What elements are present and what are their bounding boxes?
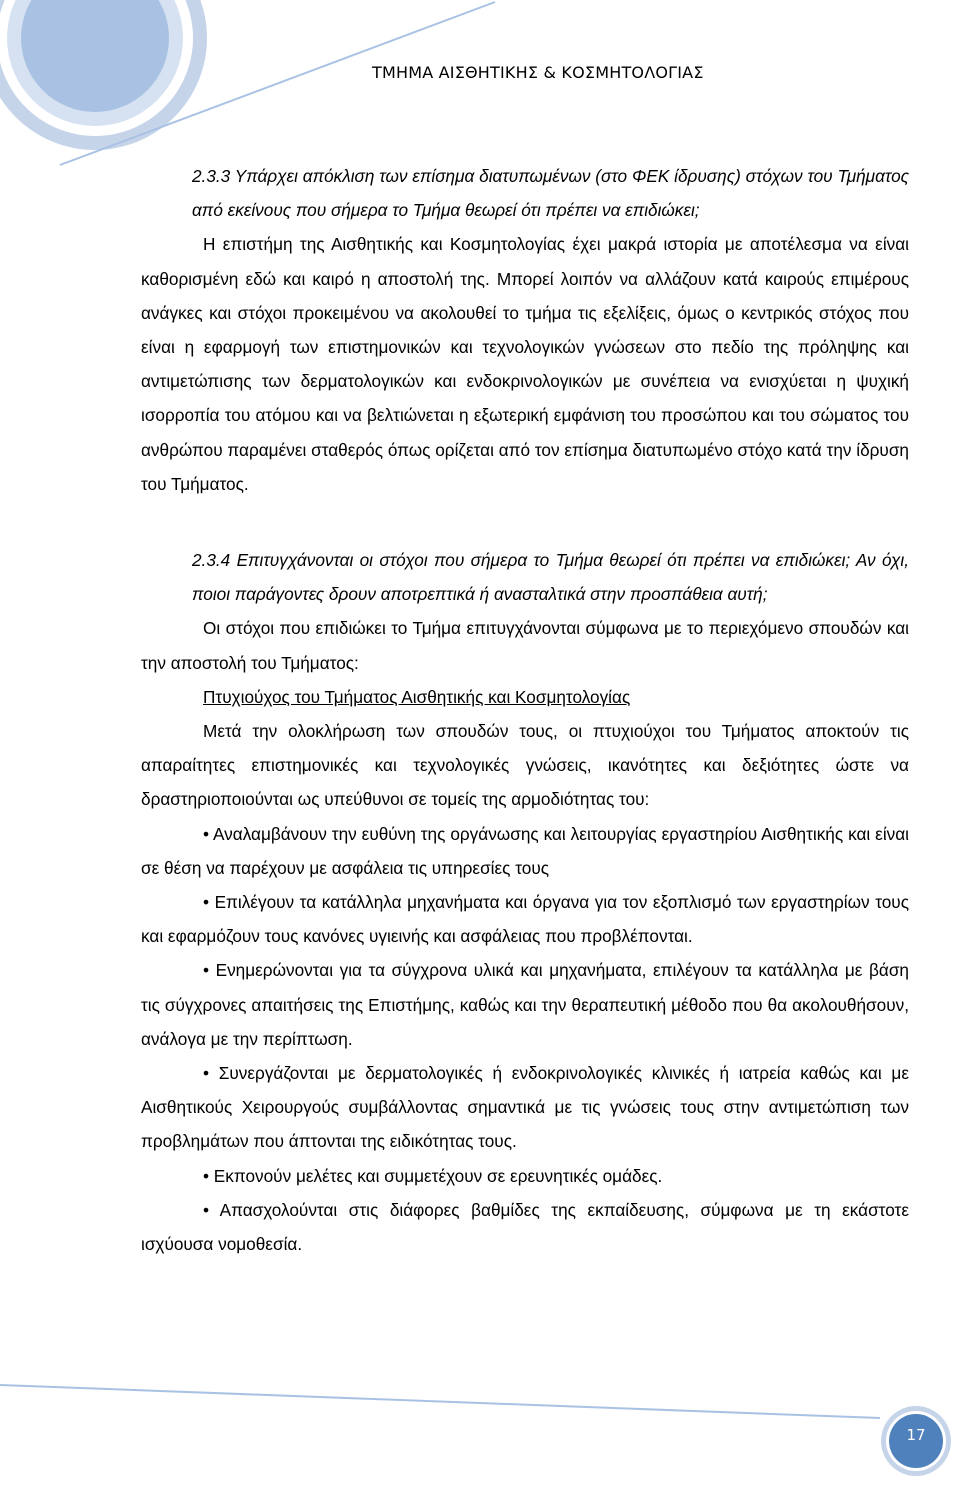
section-2-3-3-answer: Η επιστήμη της Αισθητικής και Κοσμητολογίας έχει μακρά ιστορία με αποτέλεσμα να είναι καθορισμένη εδώ και καιρό η αποστολή της. Μπορεί λοιπόν να αλλάζουν κατά καιρούς επιμέρους ανάγκες και στόχοι προκειμένου να ακολουθεί το τμήμα τις εξελίξεις, όμως ο κεντρικός στόχος που είναι η εφαρμογή των επιστημονικών και τεχνολογικών γνώσεων στο πεδίο της πρόληψης και αντιμετώπισης των δερματολογικών και ενδοκρινολογικών με συνέπεια να ενισχύεται η ψυχική ισορροπία του ατόμου και να βελτιώνεται η εξωτερική εμφάνιση του προσώπου και του σώματος του ανθρώπου παραμένει σταθερός όπως ορίζεται από τον επίσημα διατυπωμένο στόχο κατά την ίδρυση του Τμήματος. xyxy=(141,234,909,494)
bullet-item: • Ενημερώνονται για τα σύγχρονα υλικά και μηχανήματα, επιλέγουν τα κατάλληλα με βάση τις σύγχρονες απαιτήσεις της Επιστήμης, καθώς και την θεραπευτική μέθοδο που θα ακολουθήσουν, ανάλογα με την περίπτωση. xyxy=(141,960,909,1049)
document-body xyxy=(141,159,909,1261)
bullet-item: • Επιλέγουν τα κατάλληλα μηχανήματα και όργανα για τον εξοπλισμό των εργαστηρίων τους και εφαρμόζουν τους κανόνες υγιεινής και ασφάλειας που προβλέπονται. xyxy=(141,892,909,947)
bullet-item: • Αναλαμβάνουν την ευθύνη της οργάνωσης και λειτουργίας εργαστηρίου Αισθητικής και είναι σε θέση να παρέχουν με ασφάλεια τις υπηρεσίες τους xyxy=(141,823,909,878)
spacer xyxy=(141,501,909,535)
page-header-title: ΤΜΗΜΑ ΑΙΣΘΗΤΙΚΗΣ & ΚΟΣΜΗΤΟΛΟΓΙΑΣ xyxy=(372,63,704,82)
bullet-item: • Συνεργάζονται με δερματολογικές ή ενδοκρινολογικές κλινικές ή ιατρεία καθώς και με Αισθητικούς Χειρουργούς συμβάλλοντας σημαντικά με τις γνώσεις τους στην αντιμετώπιση των προβλημάτων που άπτονται της ειδικότητας τους. xyxy=(141,1063,909,1152)
section-2-3-3-question: 2.3.3 Υπάρχει απόκλιση των επίσημα διατυπωμένων (στο ΦΕΚ ίδρυσης) στόχων του Τμήματος από εκείνους που σήμερα το Τμήμα θεωρεί ότι πρέπει να επιδιώκει; xyxy=(192,166,909,221)
section-2-3-4-intro: Οι στόχοι που επιδιώκει το Τμήμα επιτυγχάνονται σύμφωνα με το περιεχόμενο σπουδών και την αποστολή του Τμήματος: xyxy=(141,618,909,673)
section-2-3-4-question: 2.3.4 Επιτυγχάνονται οι στόχοι που σήμερα το Τμήμα θεωρεί ότι πρέπει να επιδιώκει; Αν όχι, ποιοι παράγοντες δρουν αποτρεπτικά ή ανασταλτικά στην προσπάθεια αυτή; xyxy=(192,550,909,605)
section-2-3-4-subheading xyxy=(141,680,909,714)
bullet-item: • Απασχολούνται στις διάφορες βαθμίδες της εκπαίδευσης, σύμφωνα με τη εκάστοτε ισχύουσα νομοθεσία. xyxy=(141,1199,909,1255)
subheading-text: Πτυχιούχος του Τμήματος Αισθητικής και Κοσμητολογίας xyxy=(203,686,631,707)
section-2-3-4-lead: Μετά την ολοκλήρωση των σπουδών τους, οι πτυχιούχοι του Τμήματος αποκτούν τις απαραίτητες επιστημονικές και τεχνολογικές γνώσεις, ικανότητες και δεξιότητες ώστε να δραστηριοποιούνται ως υπεύθυνοι σε τομείς της αρμοδιότητας του: xyxy=(141,721,909,810)
bullet-item: • Εκπονούν μελέτες και συμμετέχουν σε ερευνητικές ομάδες. xyxy=(203,1165,663,1186)
page-number: 17 xyxy=(906,1426,926,1444)
decor-line-bottom xyxy=(0,1385,880,1418)
